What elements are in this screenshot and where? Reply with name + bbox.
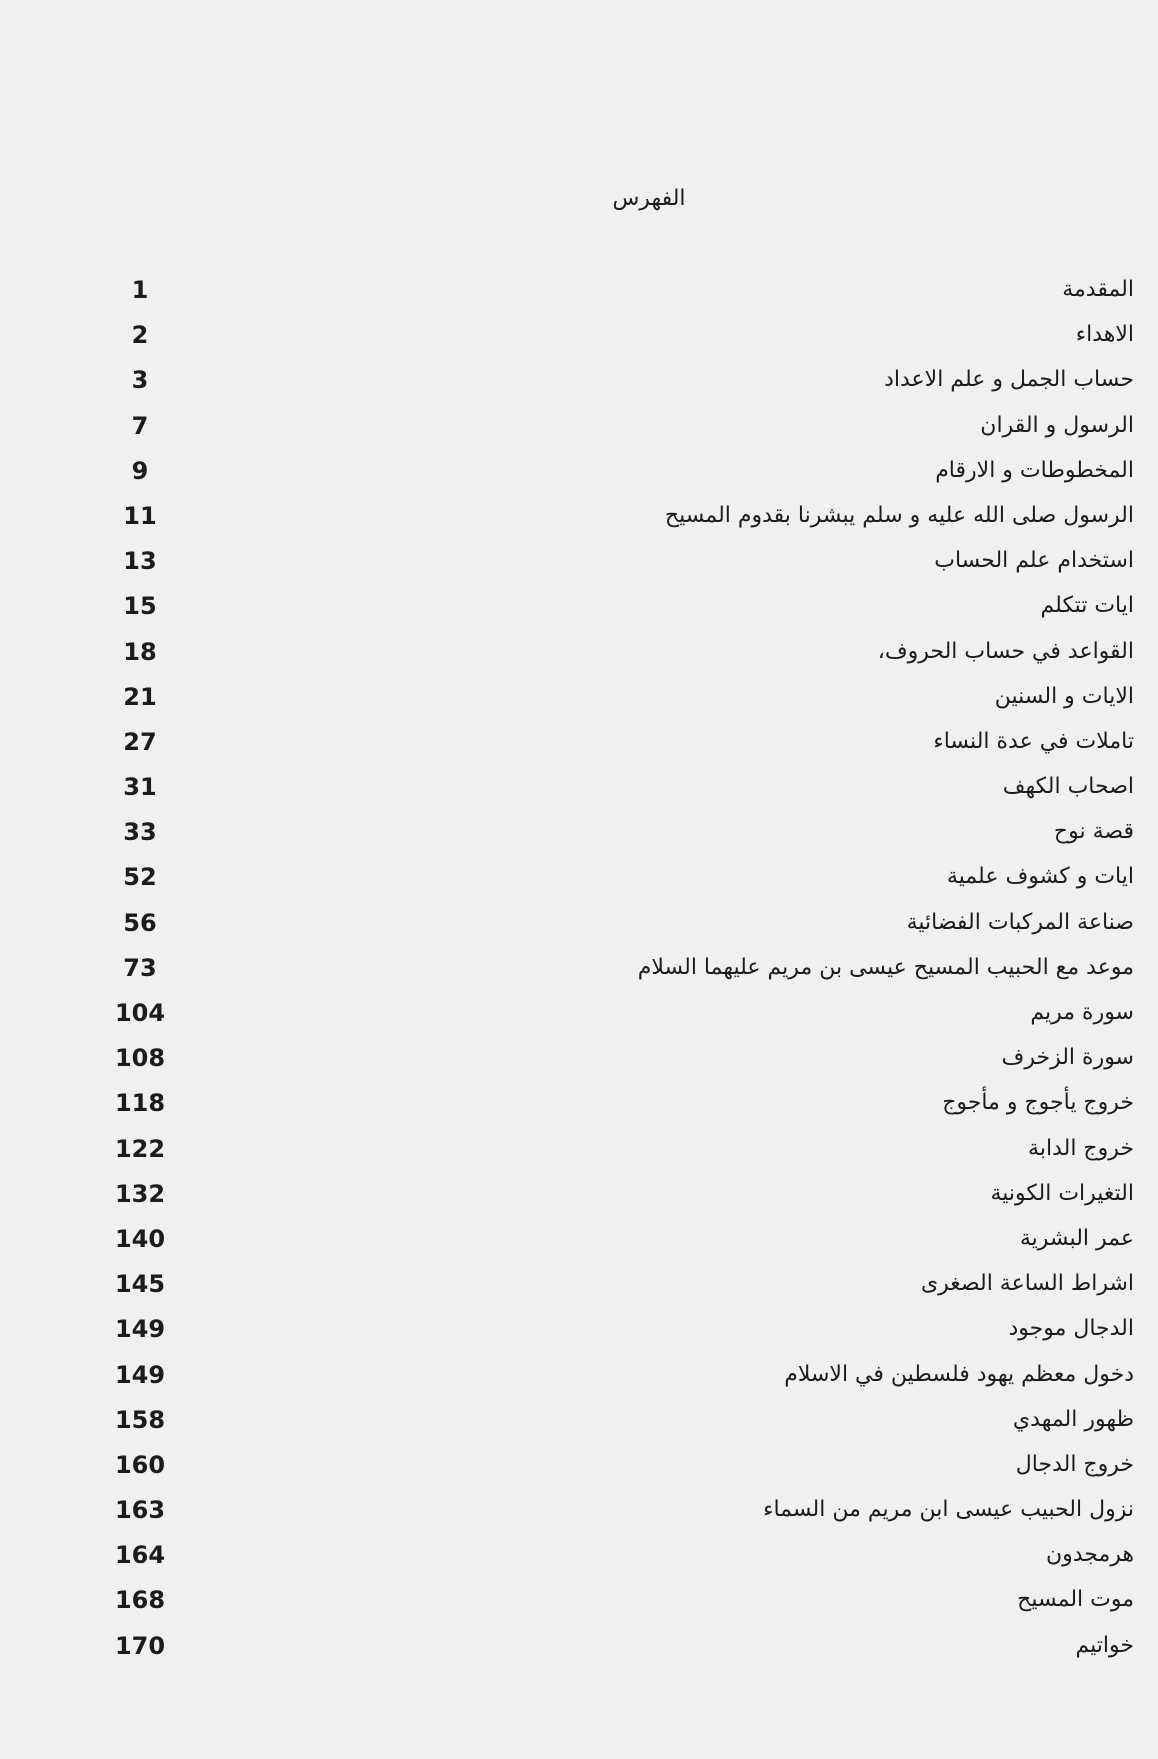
toc-entry-title: ايات و كشوف علمية	[946, 864, 1134, 890]
toc-entry-title: المقدمة	[1062, 277, 1134, 302]
toc-entry-title: خروج الدجال	[1015, 1451, 1134, 1477]
toc-entry-title: خروج يأجوج و مأجوج	[942, 1090, 1134, 1116]
toc-entry	[0, 812, 1158, 857]
toc-entry	[0, 993, 1158, 1038]
toc-entry-page-number: 21	[123, 682, 157, 711]
toc-entry-title: استخدام علم الحساب	[934, 548, 1134, 574]
toc-entry-title: القواعد في حساب الحروف،	[877, 638, 1134, 664]
toc-entry-page-number: 108	[114, 1044, 166, 1073]
toc-entry-title: ايات تتكلم	[1040, 593, 1134, 619]
toc-entry-page-number: 145	[114, 1270, 166, 1299]
toc-entry-page-number: 140	[114, 1224, 166, 1253]
toc-entry	[0, 1400, 1158, 1445]
toc-entry	[0, 315, 1158, 360]
toc-entry-page-number: 73	[123, 953, 157, 982]
toc-entry	[0, 270, 1158, 315]
toc-entry-title: موعد مع الحبيب المسيح عيسى بن مريم عليهما السلام	[637, 954, 1134, 980]
toc-entry-page-number: 132	[114, 1179, 166, 1208]
toc-entry-page-number: 3	[131, 366, 149, 395]
toc-entry-title: المخطوطات و الارقام	[935, 457, 1134, 483]
toc-entry	[0, 406, 1158, 451]
toc-entry-page-number: 160	[114, 1450, 166, 1479]
toc-entry-page-number: 122	[114, 1134, 166, 1163]
toc-entry	[0, 1219, 1158, 1264]
toc-entry	[0, 857, 1158, 902]
toc-entry-page-number: 11	[123, 501, 157, 530]
toc-entry	[0, 586, 1158, 631]
toc-entry	[0, 1174, 1158, 1219]
toc-entry-page-number: 2	[131, 321, 149, 350]
toc-entry-page-number: 170	[114, 1631, 166, 1660]
toc-entry	[0, 632, 1158, 677]
toc-entry-title: الرسول صلى الله عليه و سلم يبشرنا بقدوم المسيح	[664, 502, 1134, 528]
toc-entry-page-number: 13	[123, 547, 157, 576]
toc-entry-page-number: 168	[114, 1586, 166, 1615]
toc-entry-title: الايات و السنين	[994, 683, 1134, 709]
toc-entry-title: ظهور المهدي	[1012, 1406, 1134, 1432]
toc-entry	[0, 1038, 1158, 1083]
toc-entry	[0, 496, 1158, 541]
toc-entry	[0, 360, 1158, 405]
toc-entry-title: نزول الحبيب عيسى ابن مريم من السماء	[763, 1497, 1134, 1523]
toc-entry	[0, 1083, 1158, 1128]
toc-entry-title: دخول معظم يهود فلسطين في الاسلام	[784, 1361, 1134, 1387]
toc-entry-title: التغيرات الكونية	[990, 1180, 1134, 1206]
toc-entry-page-number: 7	[131, 411, 149, 440]
toc-entry-title: سورة الزخرف	[1001, 1045, 1134, 1071]
toc-entry-title: الاهداء	[1075, 322, 1134, 348]
toc-entry-title: خروج الدابة	[1028, 1135, 1134, 1161]
toc-entry	[0, 1445, 1158, 1490]
toc-entry-page-number: 15	[123, 592, 157, 621]
table-of-contents	[0, 270, 1158, 1671]
toc-entry-page-number: 56	[123, 908, 157, 937]
toc-entry-title: عمر البشرية	[1019, 1225, 1134, 1251]
toc-entry-title: قصة نوح	[1053, 819, 1134, 845]
toc-entry-title: سورة مريم	[1030, 1000, 1134, 1025]
toc-entry-page-number: 9	[131, 456, 149, 485]
toc-entry-page-number: 31	[123, 773, 157, 802]
toc-entry-title: اشراط الساعة الصغرى	[920, 1271, 1134, 1297]
toc-entry-page-number: 118	[114, 1089, 166, 1118]
toc-entry-page-number: 1	[131, 276, 149, 304]
toc-entry	[0, 903, 1158, 948]
toc-entry	[0, 1490, 1158, 1535]
toc-entry-title: حساب الجمل و علم الاعداد	[884, 367, 1134, 393]
toc-entry	[0, 1129, 1158, 1174]
toc-entry-page-number: 27	[123, 727, 157, 756]
page-title: الفهرس	[612, 186, 686, 211]
toc-entry-title: الدجال موجود	[1008, 1316, 1134, 1342]
toc-entry	[0, 1264, 1158, 1309]
toc-entry-page-number: 164	[114, 1541, 166, 1570]
toc-entry	[0, 948, 1158, 993]
toc-entry-title: هرمجدون	[1045, 1542, 1134, 1568]
toc-entry-page-number: 18	[123, 637, 157, 666]
toc-entry-title: خواتيم	[1075, 1632, 1134, 1658]
toc-entry	[0, 1355, 1158, 1400]
toc-entry-page-number: 163	[114, 1496, 166, 1525]
toc-entry	[0, 451, 1158, 496]
toc-entry-title: موت المسيح	[1017, 1587, 1134, 1613]
toc-entry-page-number: 149	[114, 1315, 166, 1344]
toc-entry	[0, 541, 1158, 586]
toc-entry-page-number: 149	[114, 1360, 166, 1389]
toc-entry-page-number: 52	[123, 863, 157, 892]
toc-entry	[0, 722, 1158, 767]
toc-entry-page-number: 104	[114, 999, 166, 1027]
toc-entry-title: الرسول و القران	[980, 412, 1134, 438]
toc-entry	[0, 767, 1158, 812]
toc-entry	[0, 677, 1158, 722]
toc-entry-page-number: 158	[114, 1405, 166, 1434]
toc-entry	[0, 1626, 1158, 1671]
toc-entry	[0, 1580, 1158, 1625]
toc-entry	[0, 1535, 1158, 1580]
toc-entry-title: اصحاب الكهف	[1002, 774, 1134, 800]
toc-entry	[0, 1309, 1158, 1354]
toc-entry-title: تاملات في عدة النساء	[933, 728, 1134, 754]
toc-entry-page-number: 33	[123, 818, 157, 847]
toc-entry-title: صناعة المركبات الفضائية	[906, 909, 1134, 935]
